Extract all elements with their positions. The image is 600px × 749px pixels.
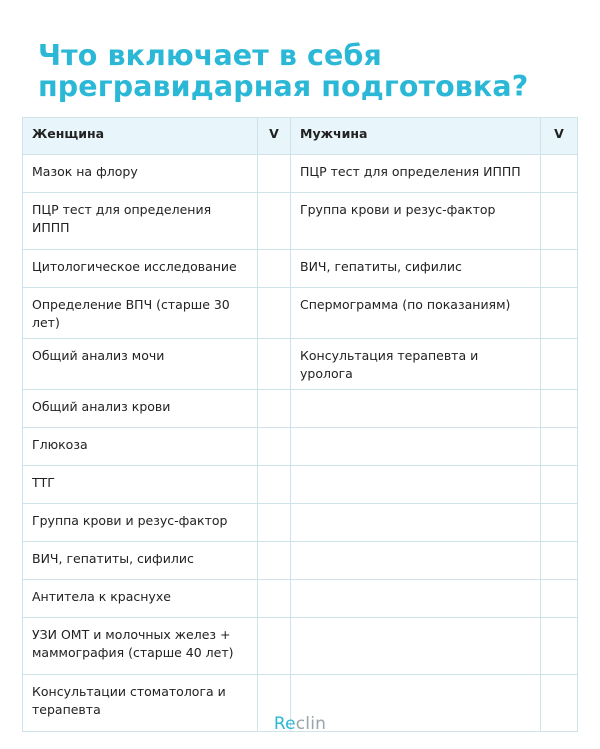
header-women: Женщина (23, 118, 258, 155)
table-row (23, 618, 578, 675)
men-check-cell[interactable] (541, 618, 578, 675)
women-check-cell[interactable] (258, 618, 291, 675)
men-item: ВИЧ, гепатиты, сифилис (291, 250, 541, 288)
men-check-cell[interactable] (541, 466, 578, 504)
women-item: Группа крови и резус-фактор (23, 504, 258, 542)
men-item: Спермограмма (по показаниям) (291, 288, 541, 339)
table-row (23, 504, 578, 542)
table-row (23, 428, 578, 466)
table-header-row (23, 118, 578, 155)
table-row (23, 466, 578, 504)
table-body (23, 155, 578, 732)
men-item (291, 618, 541, 675)
table-row (23, 580, 578, 618)
checklist-table (22, 117, 578, 732)
women-check-cell[interactable] (258, 504, 291, 542)
table-row (23, 288, 578, 339)
women-check-cell[interactable] (258, 155, 291, 193)
women-item: Мазок на флору (23, 155, 258, 193)
women-check-cell[interactable] (258, 288, 291, 339)
women-item: ВИЧ, гепатиты, сифилис (23, 542, 258, 580)
table-row (23, 250, 578, 288)
brand-logo (0, 714, 600, 734)
men-item (291, 466, 541, 504)
page-title-line-1: Что включает в себя (38, 39, 382, 72)
page-title-line-2: прегравидарная подготовка? (38, 70, 529, 103)
women-item: Определение ВПЧ (старше 30 лет) (23, 288, 258, 339)
women-check-cell[interactable] (258, 580, 291, 618)
women-item: ТТГ (23, 466, 258, 504)
men-check-cell[interactable] (541, 193, 578, 250)
women-item: Глюкоза (23, 428, 258, 466)
men-item: Консультация терапевта и уролога (291, 339, 541, 390)
women-check-cell[interactable] (258, 466, 291, 504)
men-item (291, 542, 541, 580)
women-check-cell[interactable] (258, 250, 291, 288)
men-check-cell[interactable] (541, 580, 578, 618)
men-item (291, 428, 541, 466)
table-row (23, 193, 578, 250)
brand-logo-part2: clin (295, 714, 327, 734)
women-item: ПЦР тест для определения ИППП (23, 193, 258, 250)
men-check-cell[interactable] (541, 339, 578, 390)
men-item: Группа крови и резус-фактор (291, 193, 541, 250)
men-check-cell[interactable] (541, 504, 578, 542)
table-row (23, 542, 578, 580)
page-title (38, 40, 528, 102)
brand-logo-part1: Re (273, 714, 296, 734)
women-item: Общий анализ крови (23, 390, 258, 428)
table-row (23, 390, 578, 428)
women-check-cell[interactable] (258, 390, 291, 428)
header-women-check: V (258, 118, 291, 155)
women-check-cell[interactable] (258, 339, 291, 390)
table-row (23, 155, 578, 193)
men-item (291, 390, 541, 428)
women-check-cell[interactable] (258, 542, 291, 580)
women-item: Консультации стоматолога и терапевта (23, 675, 258, 732)
men-check-cell[interactable] (541, 155, 578, 193)
women-check-cell[interactable] (258, 193, 291, 250)
women-item: Общий анализ мочи (23, 339, 258, 390)
header-men: Мужчина (291, 118, 541, 155)
women-item: Антитела к краснухе (23, 580, 258, 618)
men-check-cell[interactable] (541, 250, 578, 288)
men-check-cell[interactable] (541, 428, 578, 466)
men-check-cell[interactable] (541, 542, 578, 580)
men-check-cell[interactable] (541, 390, 578, 428)
header-men-check: V (541, 118, 578, 155)
women-item: Цитологическое исследование (23, 250, 258, 288)
men-item (291, 580, 541, 618)
men-item: ПЦР тест для определения ИППП (291, 155, 541, 193)
women-item: УЗИ ОМТ и молочных желез + маммография (старше 40 лет) (23, 618, 258, 675)
men-item (291, 504, 541, 542)
women-check-cell[interactable] (258, 428, 291, 466)
men-check-cell[interactable] (541, 288, 578, 339)
table-row (23, 339, 578, 390)
